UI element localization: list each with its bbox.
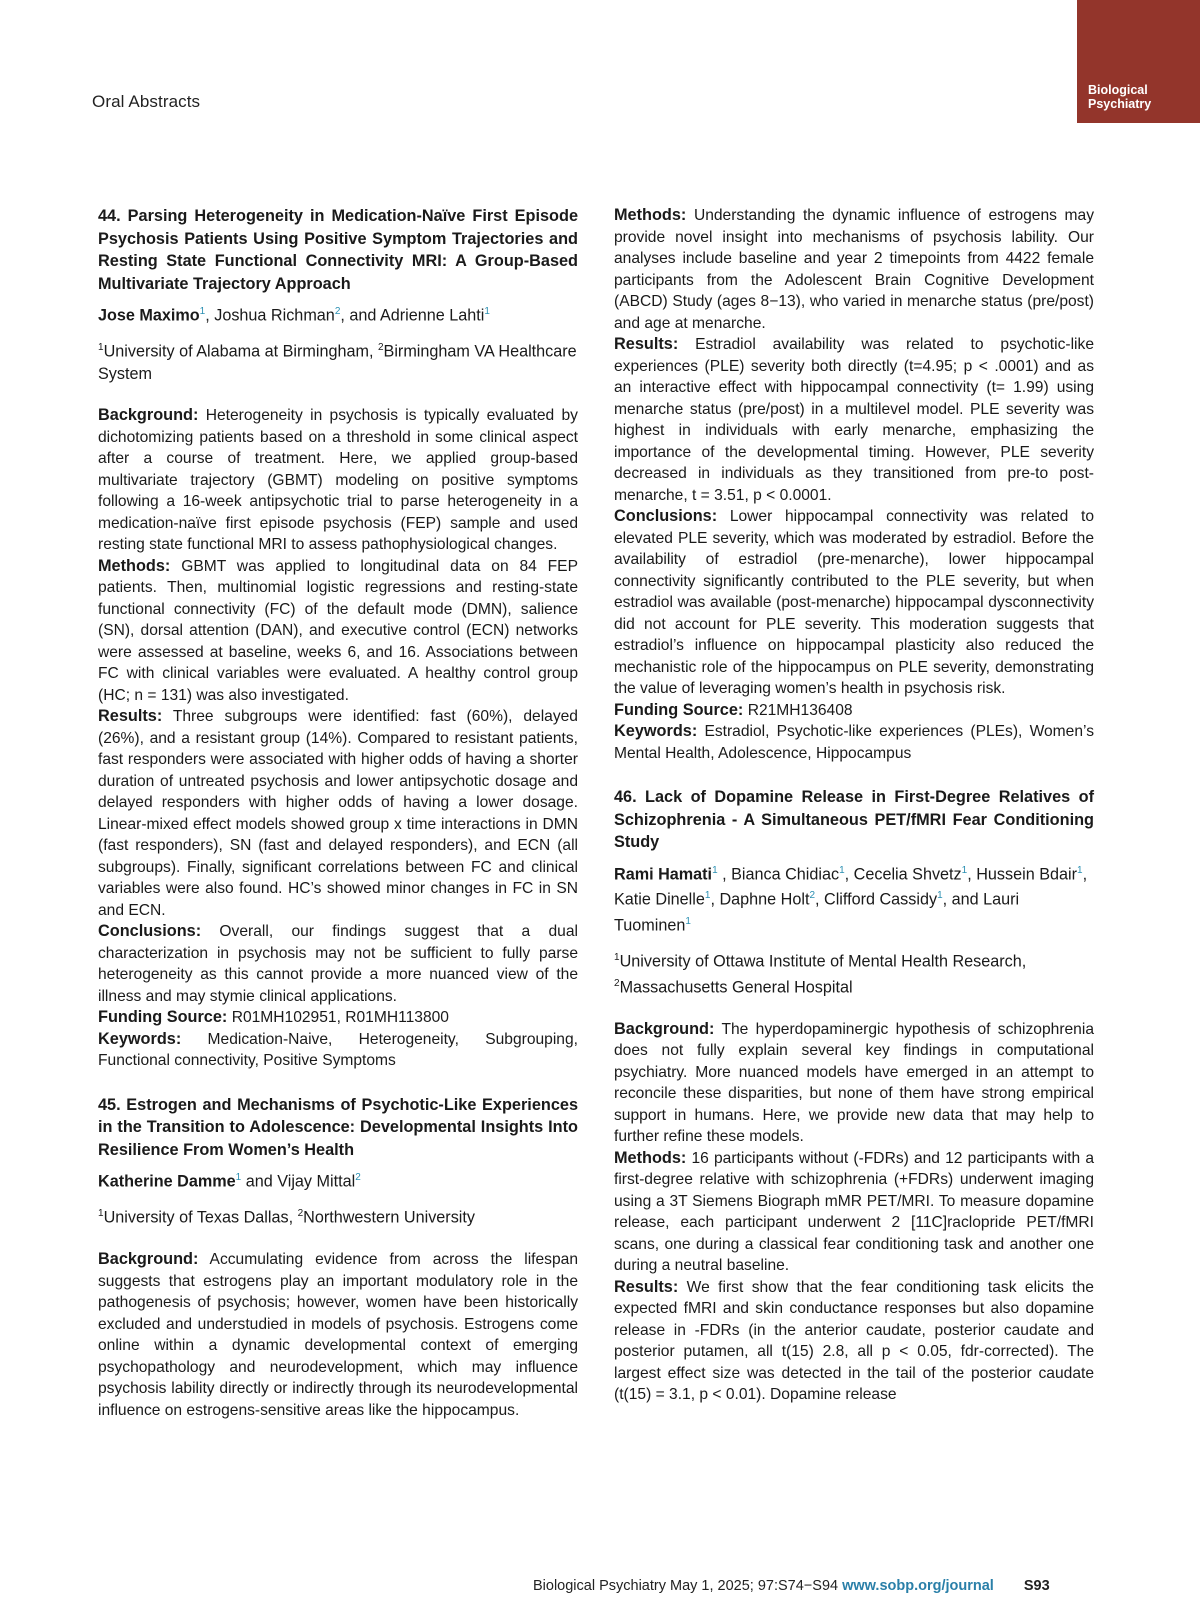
author-name: Daphne Holt <box>719 890 810 909</box>
author-affiliation-marker: 1 <box>1077 864 1083 876</box>
abstract-44-methods: Methods: GBMT was applied to longitudinal data on 84 FEP patients. Then, multinomial logistic regressions and resting-state functional connectivity (FC) of the default mode (DMN), salience (SN), dorsal attention (DAN), and executive control (ECN) networks were assessed at baseline, weeks 6, and 16. Associations between FC with clinical variables were evaluated. A healthy control group (HC; n = 131) was also investigated. <box>98 556 578 704</box>
journal-logo-line1: Biological <box>1088 83 1148 97</box>
abstract-46-methods: Methods: 16 participants without (-FDRs) and 12 participants with a first-degree relative with schizophrenia (+FDRs) underwent imaging using a 3T Siemens Biograph mMR PET/MRI. To measure dopamine release, each participant underwent 2 [11C]raclopride PET/fMRI scans, one during a classical fear conditioning task and another one during a neutral baseline. <box>614 1148 1094 1275</box>
left-column <box>98 205 578 1421</box>
author-name: Clifford Cassidy <box>824 890 938 909</box>
abstract-44-title: 44. Parsing Heterogeneity in Medication-Naïve First Episode Psychosis Patients Using Positive Symptom Trajectories and Resting State Functional Connectivity MRI: A Group-Based Multivariate Trajectory Approach <box>98 207 578 293</box>
author-name: Lauri Tuominen <box>614 890 1020 935</box>
abstract-44-results: Results: Three subgroups were identified: fast (60%), delayed (26%), and a resistant group (14%). Compared to resistant patients, fast responders were associated with higher odds of having a shorter duration of untreated psychosis and lower antipsychotic dosage and delayed responders with higher odds of having a lower dosage. Linear-mixed effect models showed group x time interactions in DMN (fast responders), SN (fast and delayed responders), and ECN (all subgroups). Finally, significant correlations between FC and clinical variables were also found. HC’s showed minor changes in FC in SN and ECN. <box>98 707 578 919</box>
abstract-44-funding: Funding Source: R01MH102951, R01MH113800 <box>98 1008 449 1027</box>
author-name: Joshua Richman <box>214 306 335 325</box>
author-affiliation-marker: 2 <box>809 890 816 902</box>
journal-url-link[interactable]: www.sobp.org/journal <box>842 1578 994 1594</box>
author-name: Katherine Damme <box>98 1172 236 1191</box>
abstract-45-funding: Funding Source: R21MH136408 <box>614 700 853 719</box>
author-name: Vijay Mittal <box>277 1172 356 1191</box>
abstract-45-authors: Katherine Damme$^1$ and Vijay Mittal$^2$ <box>98 1172 361 1191</box>
abstract-45-results: Results: Estradiol availability was related to psychotic-like experiences (PLE) severity both directly (t=4.95; p < .0001) and as an interactive effect with hippocampal connectivity (t= 1.99) using menarche status (pre/post) in a multilevel model. PLE severity was highest in individuals with early menarche, emphasizing the importance of the developmental timing. However, PLE severity decreased in individuals as they transitioned from pre-to post-menarche, t = 3.51, p < 0.0001. <box>614 335 1094 504</box>
author-affiliation-marker: 1 <box>961 864 968 876</box>
abstract-45-background: Background: Accumulating evidence from across the lifespan suggests that estrogens play an important modulatory role in the pathogenesis of psychosis; however, women have been historically excluded and understudied in models of psychosis. Estrogens come online within a dynamic developmental context of emerging psychopathology and neurodevelopment, which may influence psychosis lability directly or indirectly through its neurodevelopmental influence on estrogens-sensitive areas like the hippocampus. <box>98 1250 578 1419</box>
page-footer <box>533 1578 1050 1594</box>
author-name: Hussein Bdair <box>976 864 1077 883</box>
journal-logo-line2: Psychiatry <box>1088 97 1152 111</box>
abstract-45-keywords: Keywords: Estradiol, Psychotic-like experiences (PLEs), Women’s Mental Health, Adolescence, Hippocampus <box>614 722 1094 762</box>
author-name: Adrienne Lahti <box>379 306 485 325</box>
author-name: Rami Hamati <box>614 864 713 883</box>
author-affiliation-marker: 1 <box>937 890 943 902</box>
author-name: Cecelia Shvetz <box>853 864 962 883</box>
author-name: Bianca Chidiac <box>731 864 840 883</box>
abstract-45-affiliations: $^1$University of Texas Dallas, $^2$Northwestern University <box>98 1208 475 1227</box>
abstract-46-title: 46. Lack of Dopamine Release in First-Degree Relatives of Schizophrenia - A Simultaneous PET/fMRI Fear Conditioning Study <box>614 788 1094 851</box>
journal-logo-tab <box>1077 0 1200 123</box>
abstract-44-keywords: Keywords: Medication-Naive, Heterogeneity, Subgrouping, Functional connectivity, Positive Symptoms <box>98 1029 578 1070</box>
abstract-44-conclusions: Conclusions: Overall, our findings suggest that a dual characterization in psychosis may not be sufficient to fully parse heterogeneity as this cannot provide a more nuanced view of the illness and may stymie clinical applications. <box>98 922 578 1005</box>
author-name: Jose Maximo <box>98 306 200 325</box>
abstract-45-methods: Methods: Understanding the dynamic influence of estrogens may provide novel insight into mechanisms of psychosis lability. Our analyses include baseline and year 2 timepoints from 4422 female participants from the Adolescent Brain Cognitive Development (ABCD) Study (ages 8−13), who varied in menarche status (pre/post) and age at menarche. <box>614 206 1094 332</box>
journal-logo-text <box>1088 83 1151 111</box>
section-header: Oral Abstracts <box>92 92 201 111</box>
abstract-46-authors: Rami Hamati$^1$ , Bianca Chidiac$^1$, Cecelia Shvetz$^1$, Hussein Bdair$^1$, Katie Dinelle$^1$, Daphne Holt$^2$, Clifford Cassidy$^1$, and Lauri Tuominen$^1$ <box>614 864 1088 935</box>
abstract-44-authors: Jose Maximo$^1$, Joshua Richman$^2$, and Adrienne Lahti$^1$ <box>98 306 490 325</box>
abstract-44-background: Background: Heterogeneity in psychosis is typically evaluated by dichotomizing patients based on a threshold in some clinical aspect after a course of treatment. Here, we applied group-based multivariate trajectory (GBMT) modeling on positive symptoms following a 16-week antipsychotic trial to parse heterogeneity in a medication-naïve first episode psychosis (FEP) sample and used resting state functional MRI to assess pathophysiological changes. <box>98 406 578 554</box>
footer-citation: Biological Psychiatry May 1, 2025; 97:S74−S94 <box>533 1578 839 1594</box>
abstract-46-affiliations: $^1$University of Ottawa Institute of Mental Health Research, $^2$Massachusetts General Hospital <box>614 952 1027 997</box>
abstract-44-affiliations: $^1$University of Alabama at Birmingham, $^2$Birmingham VA Healthcare System <box>98 341 577 383</box>
author-affiliation-marker: 1 <box>704 890 711 902</box>
author-affiliation-marker: 1 <box>839 864 845 876</box>
abstract-46-background: Background: The hyperdopaminergic hypothesis of schizophrenia does not fully explain several key findings in computational psychiatry. More nuanced models have emerged in an attempt to reconcile these disparities, but none of them have strong empirical support in humans. Here, we provide new data that may help to further refine these models. <box>614 1019 1094 1146</box>
right-column <box>614 205 1094 1406</box>
abstract-46-results: Results: We first show that the fear conditioning task elicits the expected fMRI and skin conductance responses but also dopamine release in -FDRs (in the anterior caudate, posterior caudate and posterior putamen, all t(15) 2.8, all p < 0.05, fdr-corrected). The largest effect size was detected in the tail of the posterior caudate (t(15) = 3.1, p < 0.01). Dopamine release <box>614 1277 1094 1404</box>
abstract-45-title: 45. Estrogen and Mechanisms of Psychotic-Like Experiences in the Transition to Adolescence: Developmental Insights Into Resilience From Women’s Health <box>98 1095 578 1159</box>
author-affiliation-marker: 1 <box>685 916 691 928</box>
author-name: Katie Dinelle <box>614 890 705 909</box>
abstract-45-conclusions: Conclusions: Lower hippocampal connectivity was related to elevated PLE severity, which was moderated by estradiol. Before the availability of estradiol (pre-menarche), lower hippocampal connectivity significantly contributed to the PLE severity, but when estradiol was available (post-menarche) hippocampal dysconnectivity did not account for PLE severity. This moderation suggests that estradiol’s influence on hippocampal plasticity also reduced the mechanistic role of the hippocampus on PLE severity, demonstrating the value of leveraging women’s health in psychosis risk. <box>614 507 1094 697</box>
page-number: S93 <box>1023 1578 1050 1594</box>
